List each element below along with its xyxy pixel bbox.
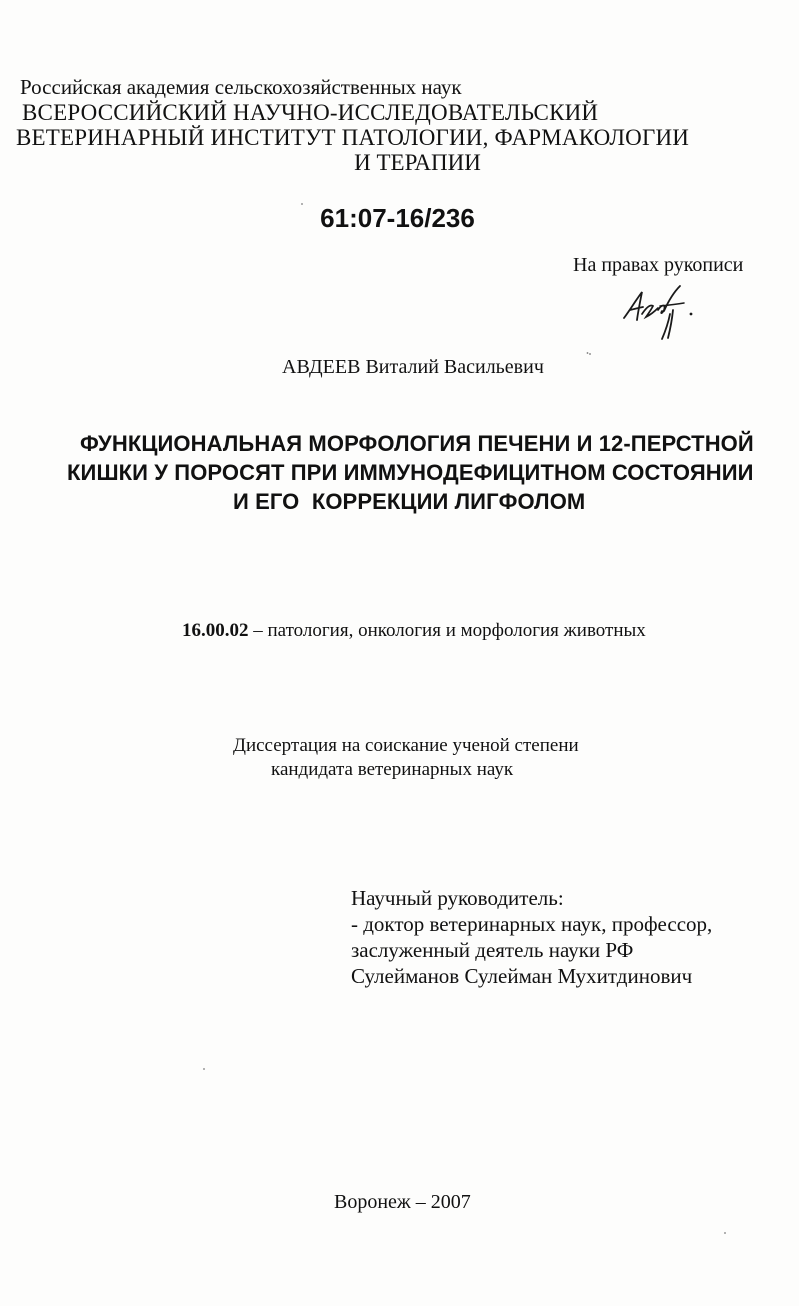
handwritten-signature-icon (618, 284, 698, 342)
thesis-title-line-1: ФУНКЦИОНАЛЬНАЯ МОРФОЛОГИЯ ПЕЧЕНИ И 12-ПЕРСТНОЙ (80, 431, 754, 456)
catalog-code-text: 61:07-16/236 (320, 203, 475, 233)
scan-dot (301, 203, 303, 205)
manuscript-rights: На правах рукописи (573, 254, 744, 276)
supervisor-heading: Научный руководитель: (351, 886, 564, 910)
institute-name-line-2: ВЕТЕРИНАРНЫЙ ИНСТИТУТ ПАТОЛОГИИ, ФАРМАКОЛОГИИ (16, 125, 690, 150)
thesis-title-line-3: И ЕГО КОРРЕКЦИИ ЛИГФОЛОМ (233, 489, 586, 514)
catalog-code (0, 203, 799, 234)
institute-name-line-1: ВСЕРОССИЙСКИЙ НАУЧНО-ИССЛЕДОВАТЕЛЬСКИЙ (22, 100, 599, 125)
thesis-title-line-2: КИШКИ У ПОРОСЯТ ПРИ ИММУНОДЕФИЦИТНОМ СОСТОЯНИИ (67, 460, 754, 485)
academy-name: Российская академия сельскохозяйственных наук (20, 75, 462, 99)
scan-dot (203, 1068, 205, 1070)
specialty-code: 16.00.02 (182, 620, 249, 641)
dissertation-degree-line-1: Диссертация на соискание ученой степени (233, 735, 579, 756)
institute-name-line-3: И ТЕРАПИИ (354, 150, 481, 175)
scan-dot (724, 1232, 726, 1234)
author-name: АВДЕЕВ Виталий Васильевич (282, 356, 544, 378)
supervisor-honor: заслуженный деятель науки РФ (351, 938, 634, 962)
specialty-description: – патология, онкология и морфология животных (248, 620, 646, 641)
dissertation-degree-line-2: кандидата ветеринарных наук (271, 759, 514, 780)
supervisor-name: Сулейманов Сулейман Мухитдинович (351, 964, 693, 988)
supervisor-degree: - доктор ветеринарных наук, профессор, (351, 912, 713, 936)
place-and-year: Воронеж – 2007 (334, 1191, 471, 1213)
specialty (182, 620, 646, 642)
scan-speck-icon (586, 351, 592, 357)
